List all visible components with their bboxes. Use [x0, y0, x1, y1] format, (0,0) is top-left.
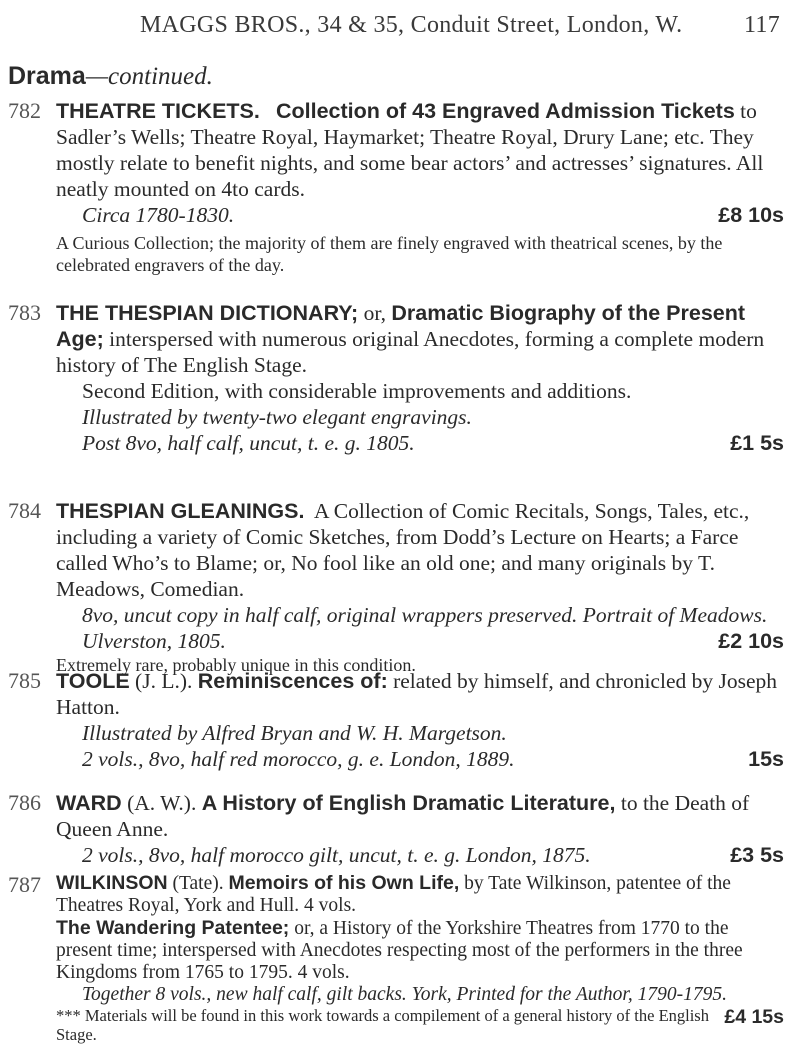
entry-binding: 8vo, uncut copy in half calf, original wrappers preserved. Portrait of Meadows. Ulverston, 1805.: [82, 603, 768, 653]
section-heading: [8, 62, 213, 91]
section-title: Drama: [8, 62, 86, 90]
entry-note: *** Materials will be found in this work towards a compilement of a general history of the English Stage.: [56, 1006, 709, 1044]
entry-heading: THESPIAN GLEANINGS.: [56, 499, 305, 523]
entry-heading: THE THESPIAN DICTIONARY;: [56, 301, 359, 325]
entry-binding: Post 8vo, half calf, uncut, t. e. g. 1805.: [82, 431, 415, 455]
entry-price: £3 5s: [730, 843, 784, 867]
entry-binding: 2 vols., 8vo, half morocco gilt, uncut, t. e. g. London, 1875.: [82, 843, 591, 867]
entry-date: Circa 1780-1830.: [82, 203, 235, 227]
entry-number: 784: [8, 498, 41, 523]
entry-number: 787: [8, 872, 41, 897]
entry-text: to the Death of Queen Anne.: [56, 791, 750, 841]
header-title: MAGGS BROS., 34 & 35, Conduit Street, London, W.: [140, 12, 683, 38]
entry-or: or,: [363, 301, 387, 325]
entry-binding: Together 8 vols., new half calf, gilt backs. York, Printed for the Author, 1790-1795.: [82, 984, 727, 1005]
entry-subheading: A History of English Dramatic Literature,: [201, 791, 616, 815]
entry-price: £1 5s: [730, 431, 784, 455]
entry-heading: WILKINSON: [56, 872, 168, 894]
entry-text-2: Second Edition, with considerable improvements and additions.: [82, 379, 632, 403]
catalogue-entry-784: [8, 498, 784, 676]
catalogue-entry-782: [8, 98, 784, 276]
page-number: 117: [743, 12, 780, 38]
entry-text-2: or, a History of the Yorkshire Theatres from 1770 to the present time; interspersed with Anecdotes respecting most of the performers in the three Kingdoms from 1765 to 1795. 4 vols.: [56, 918, 743, 983]
catalogue-entry-786: [8, 790, 784, 868]
entry-heading: WARD: [56, 791, 122, 815]
entry-author: (Tate).: [172, 873, 224, 894]
entry-text: A Collection of Comic Recitals, Songs, Tales, etc., including a variety of Comic Sketches, from Dodd’s Lecture on Hearts; a Farce called Who’s to Blame; or, No fool like an old one; and many originals by T. Meadows, Comedian.: [56, 499, 750, 601]
entry-number: 785: [8, 668, 41, 693]
catalogue-entry-783: [8, 300, 784, 456]
page-header: [140, 12, 780, 39]
entry-price: 15s: [748, 747, 784, 771]
entry-illustrations: Illustrated by Alfred Bryan and W. H. Margetson.: [82, 721, 507, 745]
entry-text: to Sadler’s Wells; Theatre Royal, Haymarket; Theatre Royal, Drury Lane; etc. They mostly relate to benefit nights, and some bear actors’ and actresses’ signatures. All neatly mounted on 4to cards.: [56, 99, 764, 201]
entry-price: £2 10s: [718, 629, 784, 653]
entry-number: 786: [8, 790, 41, 815]
entry-author: (J. L.).: [135, 669, 193, 693]
entry-subheading-2: The Wandering Patentee;: [56, 917, 290, 939]
entry-price: £8 10s: [718, 203, 784, 227]
entry-text: related by himself, and chronicled by Joseph Hatton.: [56, 669, 778, 719]
entry-subheading: Memoirs of his Own Life,: [228, 872, 460, 894]
entry-heading: TOOLE: [56, 669, 130, 693]
catalogue-entry-787: [8, 872, 784, 1044]
entry-heading: THEATRE TICKETS.: [56, 99, 260, 123]
entry-text: by Tate Wilkinson, patentee of the Theatres Royal, York and Hull. 4 vols.: [56, 873, 731, 916]
entry-binding: 2 vols., 8vo, half red morocco, g. e. London, 1889.: [82, 747, 515, 771]
entry-note: Extremely rare, probably unique in this condition.: [56, 655, 416, 675]
entry-number: 782: [8, 98, 41, 123]
entry-number: 783: [8, 300, 41, 325]
entry-note: A Curious Collection; the majority of them are finely engraved with theatrical scenes, by the celebrated engravers of the day.: [56, 233, 723, 275]
entry-price: £4 15s: [724, 1006, 784, 1028]
entry-illustrations: Illustrated by twenty-two elegant engravings.: [82, 405, 472, 429]
entry-text: interspersed with numerous original Anecdotes, forming a complete modern history of The English Stage.: [56, 327, 765, 377]
entry-subheading: Collection of 43 Engraved Admission Tickets: [275, 99, 735, 123]
entry-subheading: Reminiscences of:: [197, 669, 388, 693]
entry-subheading: Dramatic Biography of the Present Age;: [56, 301, 746, 351]
section-continued: —continued.: [85, 63, 213, 90]
catalogue-entry-785: [8, 668, 784, 772]
entry-author: (A. W.).: [127, 791, 197, 815]
